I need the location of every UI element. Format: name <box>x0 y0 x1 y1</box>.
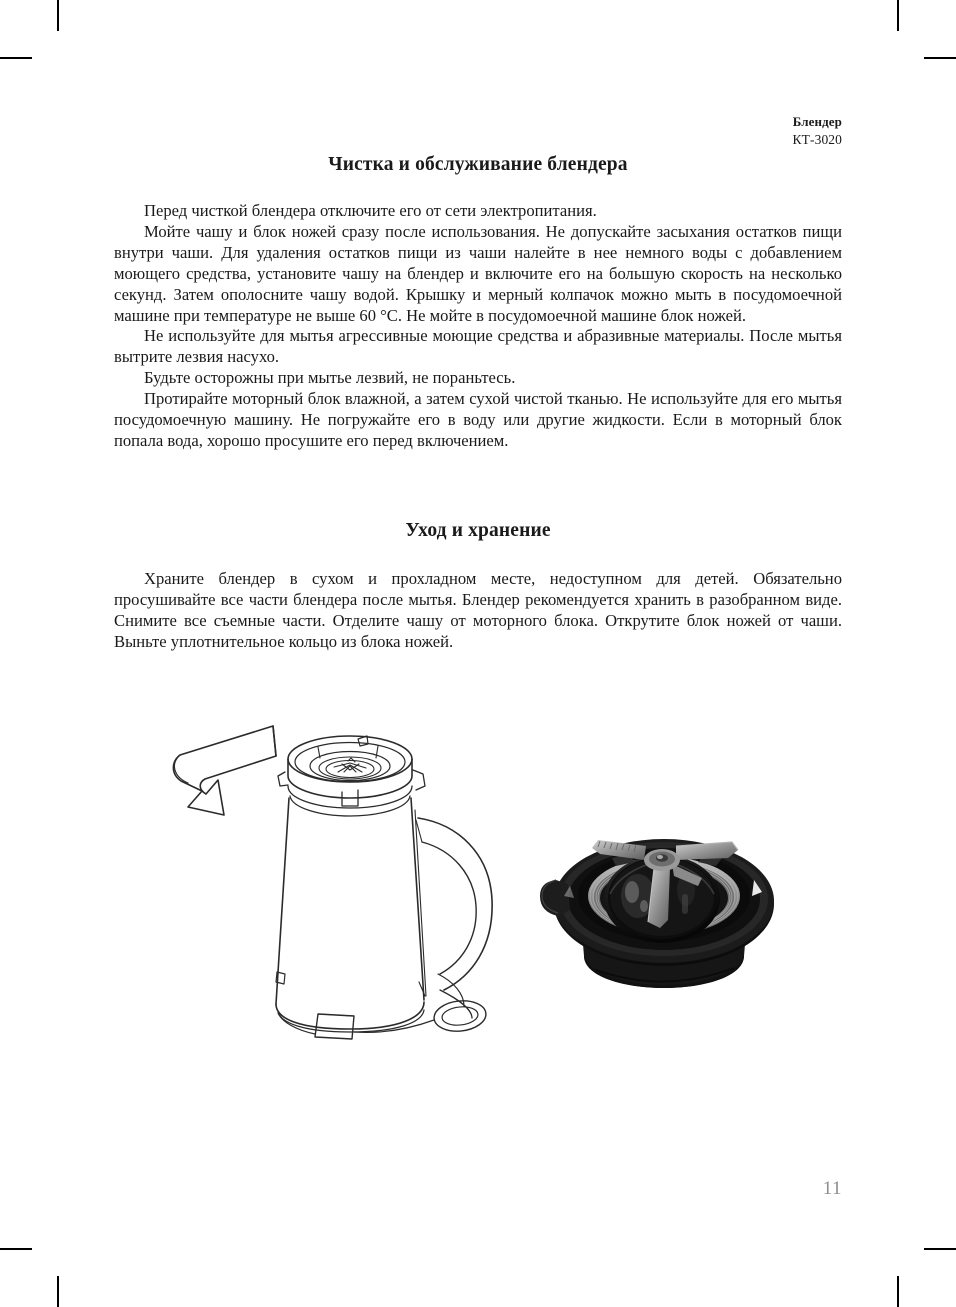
page-body <box>114 150 842 653</box>
section-title-care-storage: Уход и хранение <box>405 519 551 541</box>
page-number: 11 <box>822 1178 842 1199</box>
section-care-storage <box>114 520 842 653</box>
crop-mark-top-left-vertical <box>57 0 59 31</box>
paragraph: Мойте чашу и блок ножей сразу после использования. Не допускайте засыхания остатков пищи внутри чаши. Для удаления остатков пищи из чаши налейте в нее немного воды с добавлением моющего средства, установите чашу на блендер и включите его на большую скорость на несколько секунд. Затем ополосните чашу водой. Крышку и мерный колпачок можно мыть в посудомоечной машине при температуре не выше 60 °C. Не мойте в посудомоечной машине блок ножей. <box>114 221 842 325</box>
crop-mark-bottom-right-horizontal <box>924 1248 956 1250</box>
crop-mark-top-left-horizontal <box>0 57 32 59</box>
running-head-model-code: КТ-3020 <box>792 131 842 147</box>
section-title-cleaning: Чистка и обслуживание блендера <box>328 154 628 175</box>
blender-jar-line-drawing <box>172 714 502 1062</box>
section-cleaning-paragraphs <box>114 201 842 452</box>
running-head-model-name: Блендер <box>792 114 842 129</box>
running-head <box>793 114 842 148</box>
paragraph: Будьте осторожны при мытье лезвий, не пораньтесь. <box>144 368 516 388</box>
crop-mark-bottom-right-vertical <box>897 1276 899 1307</box>
section-care-storage-paragraphs <box>114 569 842 653</box>
paragraph: Не используйте для мытья агрессивные моющие средства и абразивные материалы. После мытья вытрите лезвия насухо. <box>114 326 842 367</box>
paragraph: Перед чисткой блендера отключите его от сети электропитания. <box>144 201 597 220</box>
figure-area <box>114 706 842 1096</box>
paragraph: Храните блендер в сухом и прохладном месте, недоступном для детей. Обязательно просушивайте все части блендера после мытья. Блендер рекомендуется хранить в разобранном виде. Снимите все съемные части. Отделите чашу от моторного блока. Открутите блок ножей от чаши. Выньте уплотнительное кольцо из блока ножей. <box>114 568 842 651</box>
paragraph: Протирайте моторный блок влажной, а затем сухой чистой тканью. Не используйте для его мытья посудомоечную машину. Не погружайте его в воду или другие жидкости. Если в моторный блок попала вода, хорошо просушите его перед включением. <box>114 389 842 450</box>
blade-assembly-photograph <box>526 798 802 998</box>
section-cleaning <box>114 150 842 452</box>
crop-mark-top-right-horizontal <box>924 57 956 59</box>
crop-mark-bottom-left-vertical <box>57 1276 59 1307</box>
crop-mark-bottom-left-horizontal <box>0 1248 32 1250</box>
crop-mark-top-right-vertical <box>897 0 899 31</box>
